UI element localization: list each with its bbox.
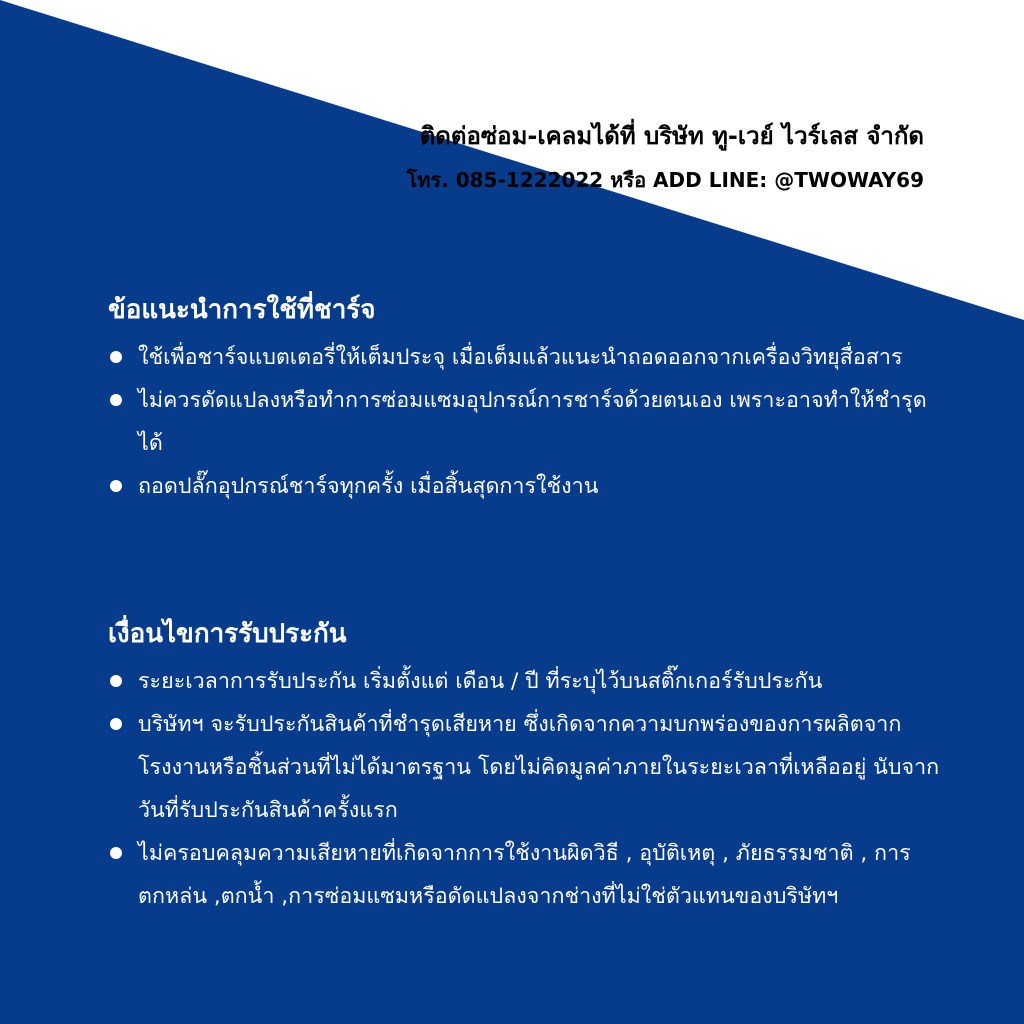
warranty-section	[108, 614, 948, 918]
bullet-dot-icon	[110, 718, 122, 730]
contact-company-line: ติดต่อซ่อม-เคลมได้ที่ บริษัท ทู-เวย์ ไวร์เลส จำกัด	[419, 122, 924, 150]
list-item	[108, 832, 948, 918]
list-item	[108, 465, 948, 508]
list-item	[108, 703, 948, 832]
bullet-dot-icon	[110, 675, 122, 687]
warranty-item-text: ระยะเวลาการรับประกัน เริ่มตั้งแต่ เดือน / ปี ที่ระบุไว้บนสติ๊กเกอร์รับประกัน	[138, 669, 823, 694]
usage-list	[108, 336, 948, 508]
bullet-dot-icon	[110, 394, 122, 406]
list-item	[108, 660, 948, 703]
usage-item-text: ไม่ควรดัดแปลงหรือทำการซ่อมแซมอุปกรณ์การชาร์จด้วยตนเอง เพราะอาจทำให้ชำรุดได้	[138, 388, 927, 456]
warranty-item-text: ไม่ครอบคลุมความเสียหายที่เกิดจากการใช้งานผิดวิธี , อุบัติเหตุ , ภัยธรรมชาติ , การตกหล่น ,ตกน้ำ ,การซ่อมแซมหรือดัดแปลงจากช่างที่ไม่ใช่ตัวแทนของบริษัทฯ	[138, 841, 911, 909]
usage-section	[108, 290, 948, 508]
usage-item-text: ใช้เพื่อชาร์จแบตเตอรี่ให้เต็มประจุ เมื่อเต็มแล้วแนะนำถอดออกจากเครื่องวิทยุสื่อสาร	[138, 345, 903, 370]
list-item	[108, 379, 948, 465]
warranty-title: เงื่อนไขการรับประกัน	[108, 619, 347, 649]
usage-title: ข้อแนะนำการใช้ที่ชาร์จ	[108, 295, 376, 325]
bullet-dot-icon	[110, 480, 122, 492]
bullet-dot-icon	[110, 847, 122, 859]
usage-item-text: ถอดปลั๊กอุปกรณ์ชาร์จทุกครั้ง เมื่อสิ้นสุดการใช้งาน	[138, 474, 599, 499]
list-item	[108, 336, 948, 379]
warranty-item-text: บริษัทฯ จะรับประกันสินค้าที่ชำรุดเสียหาย ซึ่งเกิดจากความบกพร่องของการผลิตจากโรงงานหรือชิ้นส่วนที่ไม่ได้มาตรฐาน โดยไม่คิดมูลค่าภายในระยะเวลาที่เหลืออยู่ นับจากวันที่รับประกันสินค้าครั้งแรก	[138, 712, 940, 823]
bullet-dot-icon	[110, 351, 122, 363]
contact-info	[407, 118, 925, 196]
contact-phone-line: โทร. 085-1222022 หรือ ADD LINE: @TWOWAY69	[406, 168, 924, 192]
warranty-list	[108, 660, 948, 918]
